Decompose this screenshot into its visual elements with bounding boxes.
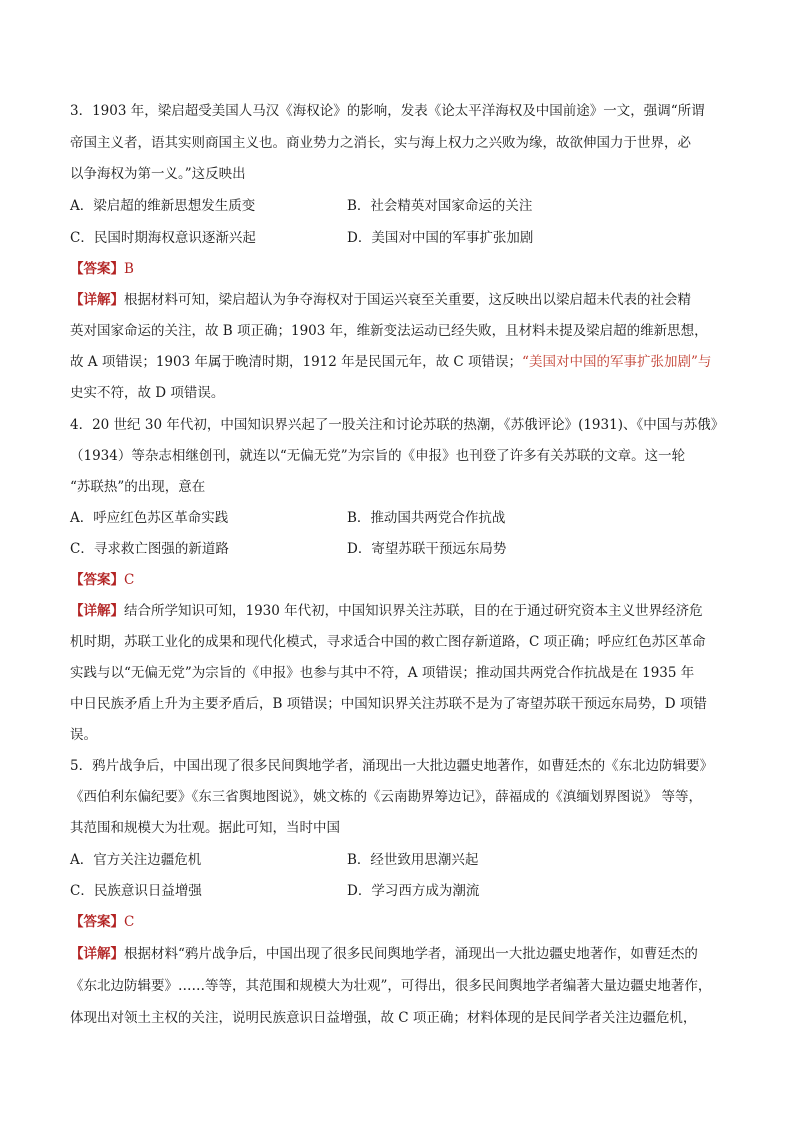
q5-options-row-1 <box>70 850 730 870</box>
q5-option-b: B．经世致用思潮兴起 <box>347 852 479 868</box>
q5-detail-line-1 <box>70 944 730 964</box>
q3-detail-text-3: 故 A 项错误；1903 年属于晚清时期，1912 年是民国元年，故 C 项错误； <box>70 354 523 370</box>
q3-detail-quote: “美国对中国的军事扩张加剧”与 <box>522 354 712 370</box>
q3-detail-label: 【详解】 <box>70 292 124 308</box>
q5-detail-line-3: 体现出对领土主权的关注，说明民族意识日益增强，故 C 项正确；材料体现的是民间学者关注边疆危机， <box>70 1010 697 1026</box>
q4-detail-line-1 <box>70 601 730 621</box>
q4-option-c: C．寻求救亡图强的新道路 <box>70 541 229 557</box>
q5-detail-label: 【详解】 <box>70 946 124 962</box>
q5-option-d: D．学习西方成为潮流 <box>347 883 480 899</box>
q3-detail-line-2: 英对国家命运的关注，故 B 项正确；1903 年，维新变法运动已经失败，且材料未提及梁启超的维新思想， <box>70 323 708 339</box>
q4-stem-line-2: （1934）等杂志相继创刊，就连以“无偏无党”为宗旨的《申报》也刊登了许多有关苏联的文章。这一轮 <box>70 448 686 464</box>
q3-stem-line-1: 3．1903 年，梁启超受美国人马汉《海权论》的影响，发表《论太平洋海权及中国前途》一文，强调“所谓 <box>70 103 705 119</box>
q4-option-a: A．呼应红色苏区革命实践 <box>70 510 229 526</box>
q3-answer-value: B <box>124 261 134 277</box>
q3-stem-line-2: 帝国主义者，语其实则商国主义也。商业势力之消长，实与海上权力之兴败为缘，故欲伸国力于世界，必 <box>70 135 691 151</box>
q5-answer <box>70 912 730 932</box>
q5-stem-line-1: 5．鸦片战争后，中国出现了很多民间舆地学者，涌现出一大批边疆史地著作，如曹廷杰的《东北边防辑要》 <box>70 758 714 774</box>
q3-detail-line-1 <box>70 290 730 310</box>
q4-options-row-2 <box>70 539 730 559</box>
q5-detail-text-1: 根据材料“鸦片战争后，中国出现了很多民间舆地学者，涌现出一大批边疆史地著作，如曹廷杰的 <box>124 946 698 962</box>
q5-option-c: C．民族意识日益增强 <box>70 883 202 899</box>
q4-stem-line-1: 4．20 世纪 30 年代初，中国知识界兴起了一股关注和讨论苏联的热潮，《苏俄评论》(1931)、《中国与苏俄》 <box>70 417 725 433</box>
q4-detail-label: 【详解】 <box>70 603 124 619</box>
q4-detail-line-3: 实践与以“无偏无党”为宗旨的《申报》也参与其中不符，A 项错误；推动国共两党合作抗战是在 1935 年 <box>70 665 695 681</box>
q4-option-d: D．寄望苏联干预远东局势 <box>347 541 507 557</box>
q5-stem-line-3: 其范围和规模大为壮观。据此可知，当时中国 <box>70 820 340 836</box>
q5-option-a: A．官方关注边疆危机 <box>70 852 202 868</box>
q3-answer <box>70 259 730 279</box>
q4-answer-label: 【答案】 <box>70 572 124 588</box>
q4-detail-text-1: 结合所学知识可知，1930 年代初，中国知识界关注苏联，目的在于通过研究资本主义世界经济危 <box>124 603 703 619</box>
q3-detail-line-3 <box>70 352 730 372</box>
q3-detail-line-4: 史实不符，故 D 项错误。 <box>70 385 225 401</box>
q3-option-b: B．社会精英对国家命运的关注 <box>347 198 533 214</box>
q3-stem-line-3: 以争海权为第一义。”这反映出 <box>70 166 246 182</box>
q3-options-row-1 <box>70 196 730 216</box>
q3-option-a: A．梁启超的维新思想发生质变 <box>70 198 256 214</box>
q5-answer-label: 【答案】 <box>70 914 124 930</box>
q4-answer-value: C <box>124 572 135 588</box>
q4-option-b: B．推动国共两党合作抗战 <box>347 510 506 526</box>
q4-detail-line-4: 中日民族矛盾上升为主要矛盾后，B 项错误；中国知识界关注苏联不是为了寄望苏联干预远东局势，D 项错 <box>70 696 707 712</box>
q4-stem-line-3: “苏联热”的出现，意在 <box>70 479 206 495</box>
q4-detail-line-2: 机时期，苏联工业化的成果和现代化模式，寻求适合中国的救亡图存新道路，C 项正确；呼应红色苏区革命 <box>70 634 706 650</box>
q5-detail-line-2: 《东北边防辑要》……等等，其范围和规模大为壮观”，可得出，很多民间舆地学者编著大量边疆史地著作， <box>70 978 712 994</box>
q3-answer-label: 【答案】 <box>70 261 124 277</box>
q3-options-row-2 <box>70 228 730 248</box>
q3-option-d: D．美国对中国的军事扩张加剧 <box>347 230 534 246</box>
q4-options-row-1 <box>70 508 730 528</box>
q4-answer <box>70 570 730 590</box>
q3-detail-text-1: 根据材料可知，梁启超认为争夺海权对于国运兴衰至关重要，这反映出以梁启超未代表的社会精 <box>124 292 691 308</box>
q3-option-c: C．民国时期海权意识逐渐兴起 <box>70 230 256 246</box>
q4-detail-line-5: 误。 <box>70 727 97 743</box>
q5-stem-line-2: 《西伯利东偏纪要》《东三省舆地图说》，姚文栋的《云南勘界筹边记》，薛福成的《滇缅划界图说》 等等， <box>70 789 703 805</box>
q5-answer-value: C <box>124 914 135 930</box>
q5-options-row-2 <box>70 881 730 901</box>
